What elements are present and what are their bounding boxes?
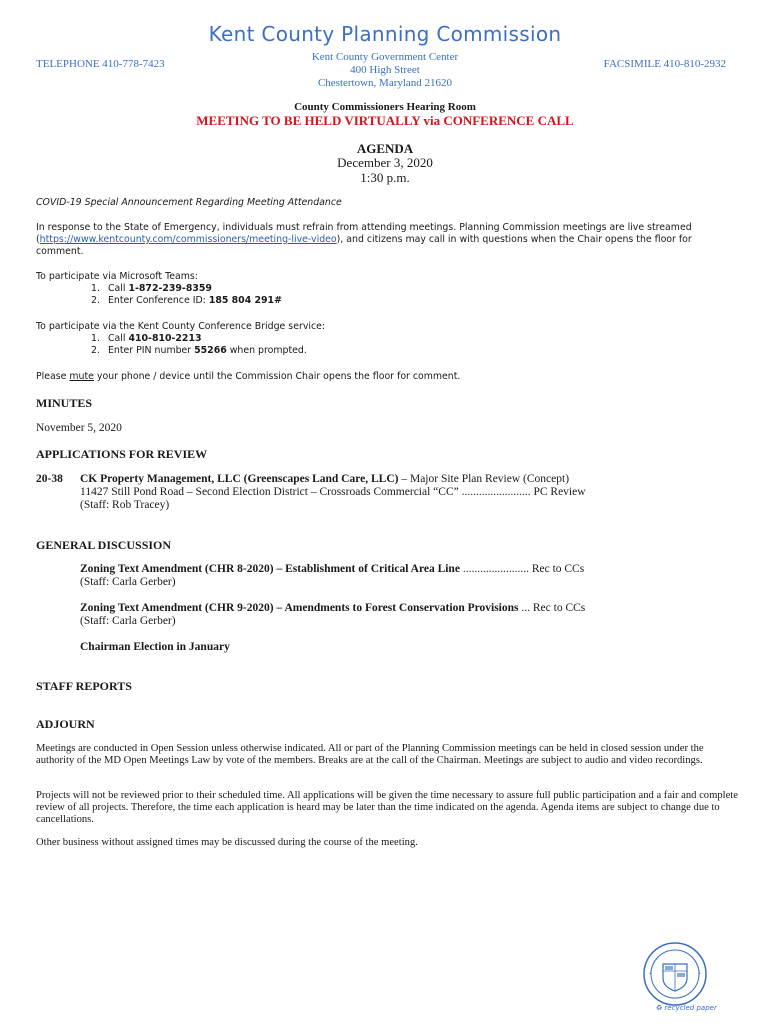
teams-step: 1. Call 1-872-239-8359 — [91, 283, 212, 294]
live-video-link[interactable]: https://www.kentcounty.com/commissioners/meeting-live-video — [39, 234, 337, 245]
mute-word: mute — [69, 371, 94, 382]
teams-phone-number: 1-872-239-8359 — [128, 283, 212, 294]
scheduling-paragraph: Projects will not be reviewed prior to their scheduled time. All applications will be given the time necessary to assure full public participation and a fair and complete review of all projects. Therefore, the time each application is heard may be later than the time indicated on the agenda. Agenda items are subject to change due to cancellations. — [36, 790, 738, 825]
application-number: 20-38 — [36, 473, 63, 485]
covid-text-after-link: ), and citizens may call in with questions when the Chair opens the floor for comment. — [36, 234, 692, 257]
adjourn-heading: ADJOURN — [36, 717, 95, 731]
minutes-heading: MINUTES — [36, 396, 93, 410]
application-location: 11427 Still Pond Road – Second Election District – Crossroads Commercial “CC” ........................ PC Review — [80, 486, 586, 498]
organization-title: Kent County Planning Commission — [208, 22, 562, 46]
teams-conference-id: 185 804 291# — [208, 295, 282, 306]
covid-paragraph — [36, 222, 736, 258]
application-title: CK Property Management, LLC (Greenscapes Land Care, LLC) – Major Site Plan Review (Concept) — [80, 473, 570, 485]
minutes-date: November 5, 2020 — [36, 422, 122, 434]
meeting-room: County Commissioners Hearing Room — [294, 101, 476, 113]
discussion-item-title: Zoning Text Amendment (CHR 9-2020) – Amendments to Forest Conservation Provisions — [80, 602, 519, 614]
discussion-item-title: Zoning Text Amendment (CHR 8-2020) – Establishment of Critical Area Line — [80, 563, 460, 575]
discussion-item-action: Rec to CCs — [531, 563, 585, 575]
general-discussion-heading: GENERAL DISCUSSION — [36, 538, 172, 552]
virtual-notice: MEETING TO BE HELD VIRTUALLY via CONFERENCE CALL — [196, 113, 574, 128]
bridge-step: 2. Enter PIN number 55266 when prompted. — [91, 345, 307, 356]
meeting-date: December 3, 2020 — [337, 155, 433, 170]
recycle-icon: ♻ — [656, 1004, 663, 1012]
bridge-intro: To participate via the Kent County Conference Bridge service: — [36, 321, 326, 332]
mute-notice: Please mute your phone / device until the Commission Chair opens the floor for comment. — [36, 371, 461, 382]
application-item — [80, 473, 692, 512]
agenda-heading: AGENDA — [356, 141, 414, 156]
bridge-instructions — [36, 321, 736, 357]
discussion-item-staff: (Staff: Carla Gerber) — [80, 615, 176, 627]
county-seal-logo — [636, 940, 717, 1018]
bridge-phone-number: 410-810-2213 — [128, 333, 202, 344]
application-staff: (Staff: Rob Tracey) — [80, 499, 170, 511]
teams-intro: To participate via Microsoft Teams: — [36, 271, 198, 282]
covid-announcement-title: COVID-19 Special Announcement Regarding Meeting Attendance — [36, 197, 342, 208]
address-block — [0, 51, 770, 90]
teams-step: 2. Enter Conference ID: 185 804 291# — [91, 295, 282, 306]
telephone-number: TELEPHONE 410-778-7423 — [36, 58, 165, 70]
other-business-paragraph: Other business without assigned times may be discussed during the course of the meeting. — [36, 837, 418, 848]
discussion-item-staff: (Staff: Carla Gerber) — [80, 576, 176, 588]
discussion-item-action: Rec to CCs — [532, 602, 586, 614]
chairman-election: Chairman Election in January — [80, 641, 230, 653]
address-line: 400 High Street — [350, 64, 420, 76]
staff-reports-heading: STAFF REPORTS — [36, 679, 132, 693]
bridge-pin: 55266 — [194, 345, 227, 356]
teams-instructions — [36, 271, 736, 307]
open-session-paragraph: Meetings are conducted in Open Session unless otherwise indicated. All or part of the Planning Commission meetings can be held in closed session under the authority of the MD Open Meetings Law by vote of the members. Breaks are at the call of the Chairman. Meetings are subject to audio and video recordings. — [36, 743, 704, 766]
meeting-time: 1:30 p.m. — [360, 170, 410, 185]
address-line: Chestertown, Maryland 21620 — [317, 77, 453, 89]
address-line: Kent County Government Center — [311, 51, 459, 63]
covid-text-before-link: In response to the State of Emergency, individuals must refrain from attending meetings. Planning Commission meetings are live streamed ( — [36, 222, 692, 245]
application-action: PC Review — [533, 486, 586, 498]
applications-heading: APPLICATIONS FOR REVIEW — [36, 447, 208, 461]
recycled-paper-label: ♻ recycled paper — [656, 1004, 717, 1012]
bridge-step: 1. Call 410-810-2213 — [91, 333, 202, 344]
facsimile-number: FACSIMILE 410-810-2932 — [603, 58, 726, 70]
discussion-item: Zoning Text Amendment (CHR 9-2020) – Amendments to Forest Conservation Provisions ... Rec to CCs (Staff: Carla Gerber) — [80, 602, 692, 628]
discussion-item: Zoning Text Amendment (CHR 8-2020) – Establishment of Critical Area Line ....................... Rec to CCs (Staff: Carla Gerber) — [80, 563, 692, 589]
